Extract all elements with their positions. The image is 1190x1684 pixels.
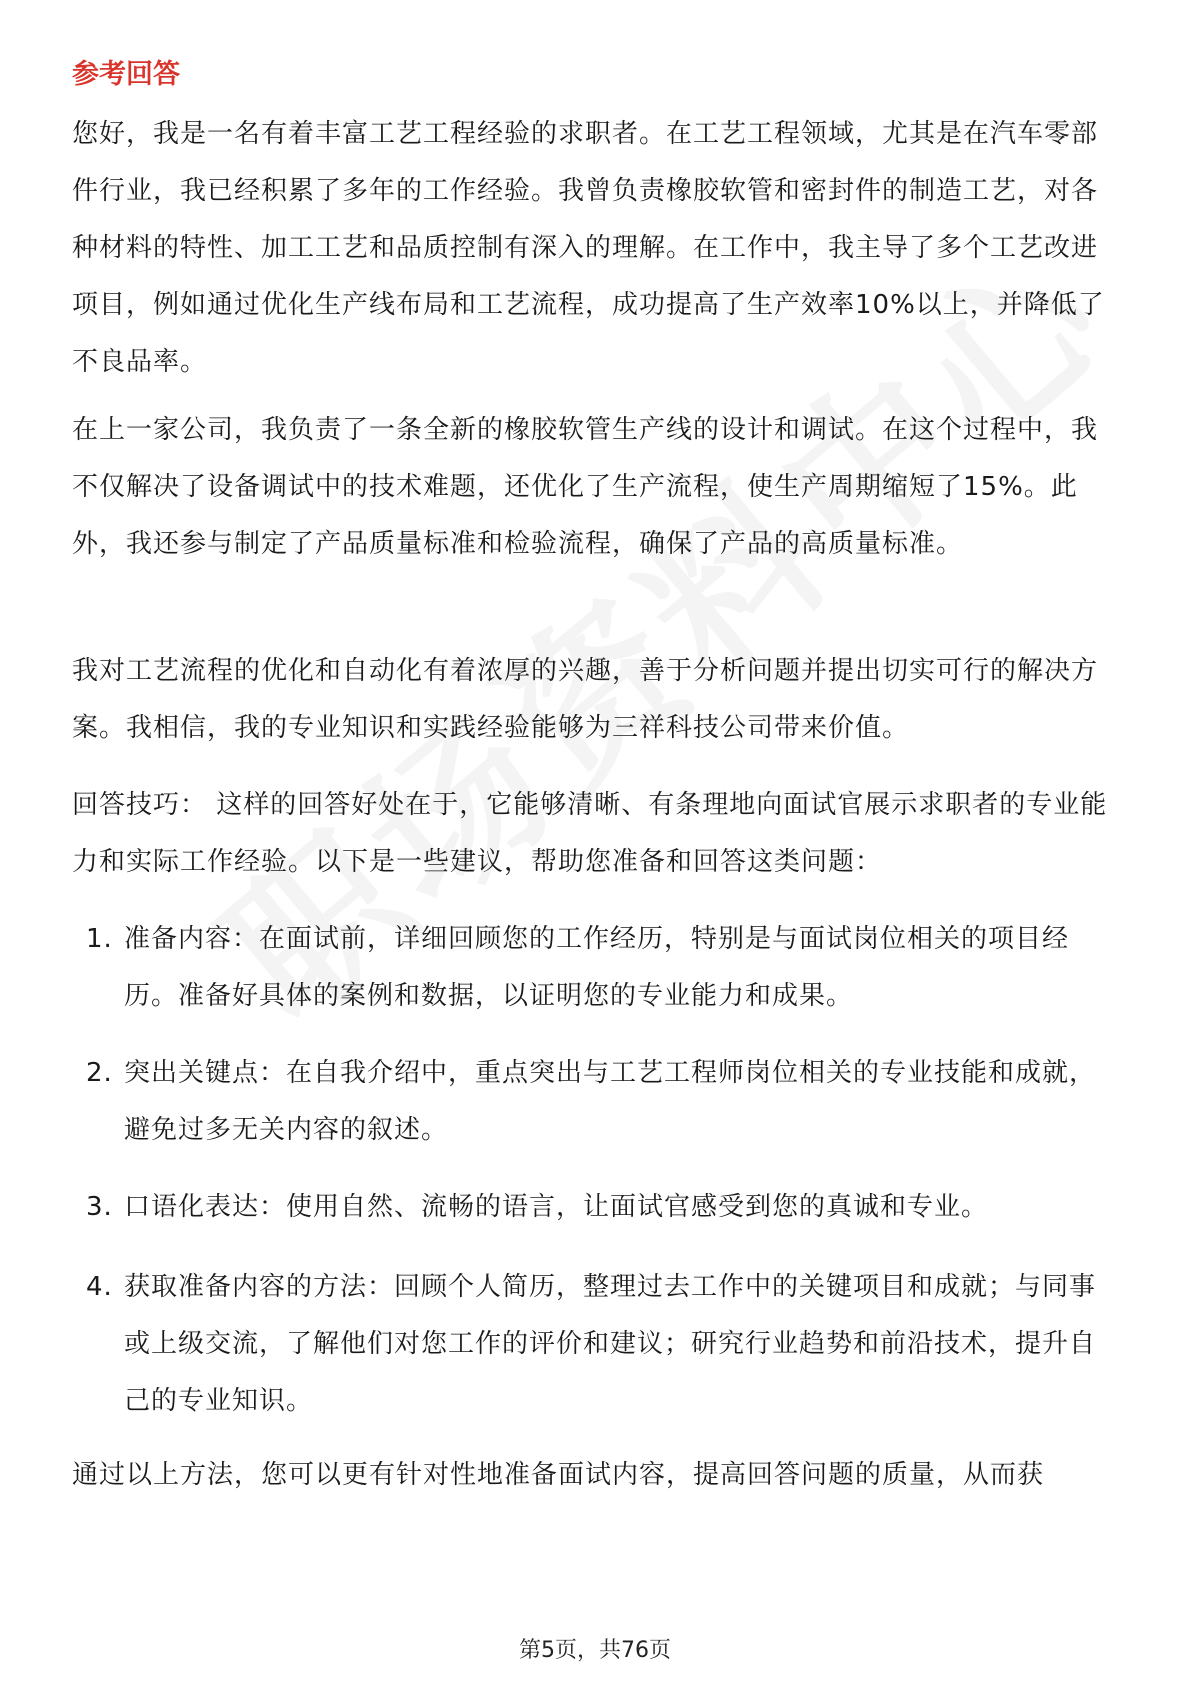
section-heading: 参考回答 (72, 59, 180, 90)
list-item (86, 1179, 1124, 1236)
page-number: 第5页，共76页 (519, 1638, 671, 1663)
list-item-text: 口语化表达：使用自然、流畅的语言，让面试官感受到您的真诚和专业。 (124, 1192, 989, 1222)
answer-paragraph-3: 我对工艺流程的优化和自动化有着浓厚的兴趣，善于分析问题并提出切实可行的解决方案。我相信，我的专业知识和实践经验能够为三祥科技公司带来价值。 (72, 656, 1099, 743)
tips-paragraph: 回答技巧： 这样的回答好处在于，它能够清晰、有条理地向面试官展示求职者的专业能力和实际工作经验。以下是一些建议，帮助您准备和回答这类问题： (72, 790, 1108, 877)
answer-paragraph-2: 在上一家公司，我负责了一条全新的橡胶软管生产线的设计和调试。在这个过程中，我不仅解决了设备调试中的技术难题，还优化了生产流程，使生产周期缩短了15%。此外，我还参与制定了产品质量标准和检验流程，确保了产品的高质量标准。 (72, 415, 1099, 559)
list-item (86, 1259, 1124, 1430)
list-item-text: 突出关键点：在自我介绍中，重点突出与工艺工程师岗位相关的专业技能和成就，避免过多无关内容的叙述。 (124, 1058, 1097, 1145)
closing-paragraph: 通过以上方法，您可以更有针对性地准备面试内容，提高回答问题的质量，从而获 (72, 1460, 1045, 1490)
list-item (86, 1045, 1124, 1159)
list-item-number: 4. (86, 1272, 113, 1302)
list-item-text: 准备内容：在面试前，详细回顾您的工作经历，特别是与面试岗位相关的项目经历。准备好具体的案例和数据，以证明您的专业能力和成果。 (124, 924, 1070, 1011)
list-item-text: 获取准备内容的方法：回顾个人简历，整理过去工作中的关键项目和成就；与同事或上级交流，了解他们对您工作的评价和建议；研究行业趋势和前沿技术，提升自己的专业知识。 (124, 1272, 1097, 1416)
list-item (86, 911, 1124, 1025)
list-item-number: 3. (86, 1192, 113, 1222)
list-item-number: 2. (86, 1058, 113, 1088)
answer-paragraph-1: 您好，我是一名有着丰富工艺工程经验的求职者。在工艺工程领域，尤其是在汽车零部件行业，我已经积累了多年的工作经验。我曾负责橡胶软管和密封件的制造工艺，对各种材料的特性、加工工艺和品质控制有深入的理解。在工作中，我主导了多个工艺改进项目，例如通过优化生产线布局和工艺流程，成功提高了生产效率10%以上，并降低了不良品率。 (72, 119, 1105, 377)
list-item-number: 1. (86, 924, 113, 954)
